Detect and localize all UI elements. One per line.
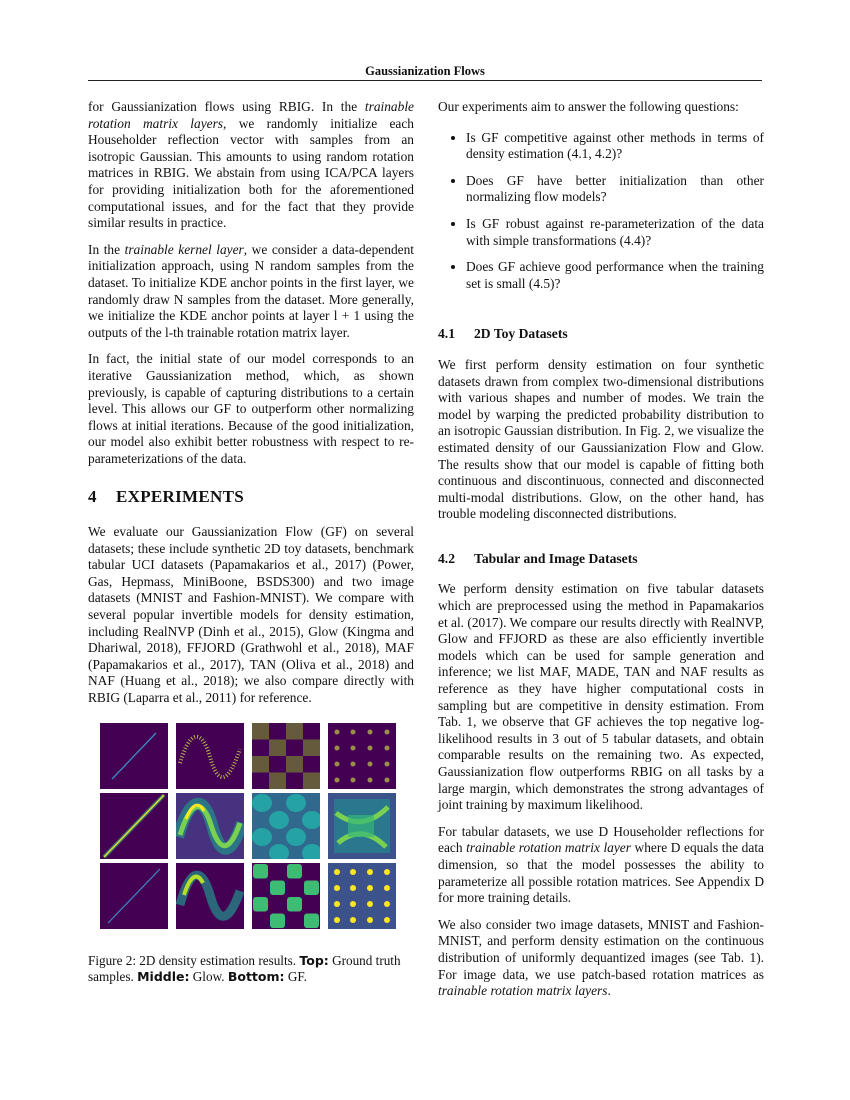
density-plot bbox=[100, 863, 168, 929]
emphasis-text: trainable kernel layer bbox=[124, 241, 244, 257]
caption-label: Top: bbox=[299, 952, 329, 968]
list-item: • Does GF achieve good performance when the training set is small (4.5)? bbox=[466, 259, 764, 292]
text-run: where D equals the data dimension, so that the model possesses the ability to parameterize all possible rotation matrices. See Appendix D for more training details. bbox=[438, 840, 764, 906]
panel-gf-sine bbox=[176, 863, 244, 929]
density-plot bbox=[328, 793, 396, 859]
paragraph-initialization-rotation bbox=[88, 99, 414, 232]
panel-ground-truth-gaussians bbox=[328, 723, 396, 789]
emphasis-text: trainable rotation matrix layer bbox=[466, 840, 631, 856]
density-plot bbox=[100, 723, 168, 789]
paragraph-experiments-overview: We evaluate our Gaussianization Flow (GF) on several datasets; these include synthetic 2D toy datasets, benchmark tabular UCI datasets (Papamakarios et al., 2017) (Power, Gas, Hepmass, MiniBoone, BSDS300) and two image datasets (MNIST and Fashion-MNIST). We compare with several popular invertible models for density estimation, including RealNVP (Dinh et al., 2015), Glow (Kingma and Dhariwal, 2018), FFJORD (Grathwohl et al., 2018), MAF (Papamakarios et al., 2017), TAN (Oliva et al., 2018) and NAF (Huang et al., 2018); we also compare directly with RBIG (Laparra et al., 2011) for reference. bbox=[88, 524, 414, 705]
subsection-heading-2d-toy bbox=[438, 326, 764, 343]
paragraph-initialization-kernel bbox=[88, 242, 414, 342]
list-item: • Does GF have better initialization than other normalizing flow models? bbox=[466, 173, 764, 206]
text-run: We also consider two image datasets, MNIST and Fashion-MNIST, and perform density estimation on the continuous distribution of uniformly dequantized images (see Tab. 1). For image data, we use patch-based rotation matrices as bbox=[438, 916, 764, 982]
panel-ground-truth-sine bbox=[176, 723, 244, 789]
text-run: , we randomly initialize each Householder reflection vector with samples from an isotropic Gaussian. This amounts to using random rotation matrices in RBIG. We abstain from using ICA/PCA layers for providing initialization both for the aforementioned computational issues, and for the fact that they provide similar results in practice. bbox=[88, 115, 414, 231]
density-plot bbox=[176, 863, 244, 929]
panel-gf-gaussians bbox=[328, 863, 396, 929]
caption-label: Bottom: bbox=[227, 969, 285, 984]
panel-gf-line bbox=[100, 863, 168, 929]
caption-text: Ground truth samples. bbox=[88, 952, 401, 984]
questions-list bbox=[438, 130, 764, 293]
emphasis-text: trainable rotation matrix layers bbox=[88, 99, 414, 131]
emphasis-text: trainable rotation matrix layers bbox=[438, 983, 608, 999]
density-plot bbox=[176, 793, 244, 859]
density-plot bbox=[252, 793, 320, 859]
list-item: • Is GF robust against re-parameterization of the data with simple transformations (4.4)? bbox=[466, 216, 764, 249]
panel-glow-gaussians bbox=[328, 793, 396, 859]
paragraph-initial-state: In fact, the initial state of our model corresponds to an iterative Gaussianization method, which, as shown previously, is capable of capturing distributions to a certain level. This allows our GF to outperform other normalizing flows at initial iterations. Because of the good initialization, our model also exhibit better robustness with respect to re-parameterizations of the data. bbox=[88, 351, 414, 466]
text-run: . bbox=[607, 983, 611, 999]
paragraph-image-datasets bbox=[438, 917, 764, 1000]
paragraph-2d-toy: We first perform density estimation on four synthetic datasets drawn from complex two-dimensional distributions with various shapes and number of modes. We train the model by warping the predicted probability distribution to an isotropic Gaussian distribution. In Fig. 2, we visualize the estimated density of our Gaussianization Flow and Glow. The results show that our model is capable of fitting both continuous and discontinuous, connected and disconnected multi-modal distributions. Glow, on the other hand, has trouble modeling disconnected distributions. bbox=[438, 356, 764, 522]
text-run: , we consider a data-dependent initialization approach, using N random samples from the dataset. To initialize KDE anchor points in the first layer, we randomly draw N samples from the dataset. More generally, we initialize the KDE anchor points at layer l + 1 using the outputs of the l-th trainable rotation matrix layer. bbox=[88, 241, 414, 340]
text-run: In the bbox=[88, 241, 125, 257]
header-rule bbox=[88, 80, 762, 81]
section-heading-experiments bbox=[88, 489, 414, 506]
right-column bbox=[438, 99, 764, 1010]
list-item: • Is GF competitive against other methods in terms of density estimation (4.1, 4.2)? bbox=[466, 130, 764, 163]
panel-glow-line bbox=[100, 793, 168, 859]
section-number: 4 bbox=[88, 487, 97, 507]
paragraph-questions-intro: Our experiments aim to answer the following questions: bbox=[438, 99, 739, 114]
subsection-number: 4.1 bbox=[438, 326, 455, 342]
subsection-title: Tabular and Image Datasets bbox=[474, 550, 638, 566]
density-plot bbox=[252, 863, 320, 929]
density-plot bbox=[328, 723, 396, 789]
panel-glow-checkerboard bbox=[252, 793, 320, 859]
density-plot bbox=[252, 723, 320, 789]
panel-ground-truth-checkerboard bbox=[252, 723, 320, 789]
caption-text: GF. bbox=[284, 969, 307, 984]
paragraph-tabular-setup bbox=[438, 824, 764, 907]
subsection-number: 4.2 bbox=[438, 550, 455, 566]
panel-ground-truth-line bbox=[100, 723, 168, 789]
paragraph-tabular-results: We perform density estimation on five tabular datasets which are preprocessed using the method in Papamakarios et al. (2017). We compare our results directly with RealNVP, Glow and FFJORD as these are also efficiently invertible models which can be used for sample generation and inference; we list MAF, MADE, TAN and NAF results as reference as they have higher computational costs in sampling but are competitive in density estimation. From Tab. 1, we observe that GF achieves the top negative log-likelihood results in 3 out of 5 tabular datasets, and obtain comparable results on the remaining two. As expected, Gaussianization flow outperforms RBIG on all tasks by a large margin, which demonstrates the strong advantages of joint training by maximum likelihood. bbox=[438, 581, 764, 813]
text-run: for Gaussianization flows using RBIG. In the bbox=[88, 99, 365, 114]
subsection-heading-tabular-image bbox=[438, 551, 764, 568]
panel-gf-checkerboard bbox=[252, 863, 320, 929]
figure-caption bbox=[88, 953, 414, 986]
density-plot bbox=[328, 863, 396, 929]
caption-text: Glow. bbox=[189, 969, 228, 984]
density-plot bbox=[176, 723, 244, 789]
panel-glow-sine bbox=[176, 793, 244, 859]
section-title: EXPERIMENTS bbox=[116, 487, 244, 507]
figure-2-density-grid bbox=[88, 723, 414, 943]
left-column bbox=[88, 99, 414, 985]
running-header-title: Gaussianization Flows bbox=[365, 64, 485, 78]
caption-label: Middle: bbox=[137, 969, 190, 984]
density-plot bbox=[100, 793, 168, 859]
subsection-title: 2D Toy Datasets bbox=[474, 326, 568, 342]
text-run: For tabular datasets, we use D Householder reflections for each bbox=[438, 823, 764, 856]
caption-prefix: Figure 2: 2D density estimation results. bbox=[88, 952, 300, 968]
